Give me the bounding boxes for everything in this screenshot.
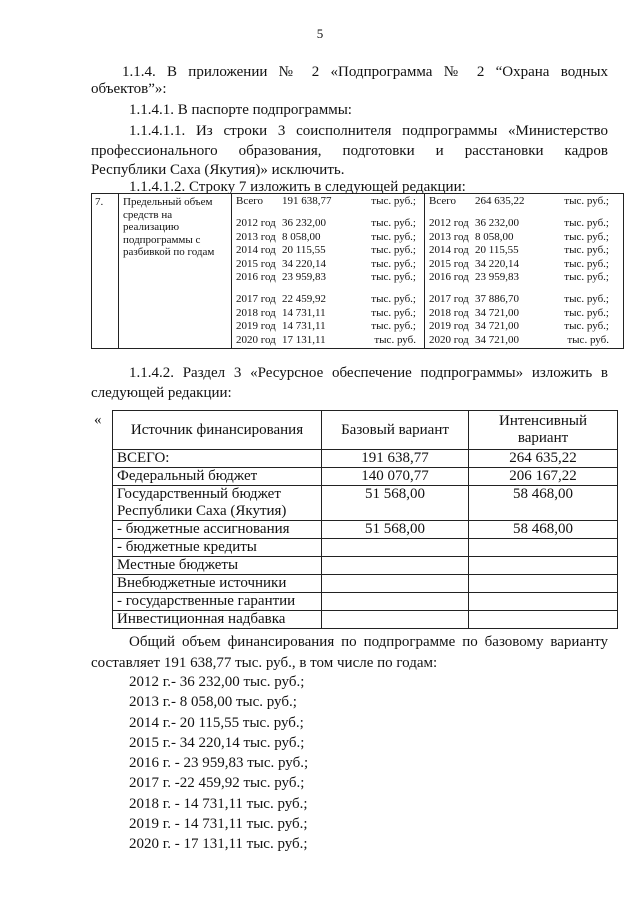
row-number: 7. xyxy=(92,194,119,349)
base-unit: тыс. руб.; xyxy=(371,306,416,319)
base-year-row xyxy=(236,195,420,208)
base-year: 2012 год xyxy=(236,217,276,230)
intensive-variant-cell xyxy=(425,194,624,349)
intensive-unit: тыс. руб.; xyxy=(564,195,609,207)
intensive-year-row xyxy=(429,217,619,230)
source-cell: Местные бюджеты xyxy=(113,557,322,575)
source-cell: Государственный бюджет Республики Саха (Якутия) xyxy=(113,486,322,521)
source-cell: - бюджетные ассигнования xyxy=(113,521,322,539)
base-year: 2017 год xyxy=(236,293,276,306)
intensive-year: 2018 год xyxy=(429,306,469,319)
year-funding-line: 2015 г.- 34 220,14 тыс. руб.; xyxy=(129,734,305,751)
resource-row xyxy=(113,539,618,557)
p5-line1-text: 1.1.4.2. Раздел 3 «Ресурсное обеспечение подпрограммы» изложить в xyxy=(129,365,608,381)
year-funding-line: 2019 г. - 14 731,11 тыс. руб.; xyxy=(129,816,308,833)
base-value: 191 638,77 xyxy=(282,195,332,207)
paragraph-6-line-1 xyxy=(129,633,608,651)
intensive-unit: тыс. руб.; xyxy=(564,217,609,230)
intensive-cell: 58 468,00 xyxy=(469,521,618,539)
base-cell: 51 568,00 xyxy=(322,486,469,521)
base-value: 14 731,11 xyxy=(282,320,326,333)
year-funding-line: 2014 г.- 20 115,55 тыс. руб.; xyxy=(129,714,304,731)
intensive-year: 2016 год xyxy=(429,270,469,283)
intensive-year: 2019 год xyxy=(429,320,469,333)
year-funding-line: 2018 г. - 14 731,11 тыс. руб.; xyxy=(129,795,308,812)
base-value: 14 731,11 xyxy=(282,306,326,319)
opening-quote: « xyxy=(94,412,102,428)
intensive-cell xyxy=(469,539,618,557)
base-unit: тыс. руб.; xyxy=(371,293,416,306)
base-value: 17 131,11 xyxy=(282,333,326,346)
intensive-unit: тыс. руб.; xyxy=(564,306,609,319)
base-year: 2014 год xyxy=(236,244,276,257)
page-number: 5 xyxy=(316,26,324,41)
base-cell: 51 568,00 xyxy=(322,521,469,539)
base-year: Всего xyxy=(236,195,263,207)
intensive-year: 2012 год xyxy=(429,217,469,230)
paragraph-1-line-1 xyxy=(122,63,608,81)
intensive-cell xyxy=(469,593,618,611)
base-year: 2020 год xyxy=(236,333,276,346)
paragraph-3-line-2 xyxy=(91,142,608,160)
base-year-row xyxy=(236,334,420,347)
intensive-unit: тыс. руб.; xyxy=(564,270,609,283)
p3-line1-text: 1.1.4.1.1. Из строки 3 соисполнителя подпрограммы «Министерство xyxy=(129,123,608,139)
base-value: 36 232,00 xyxy=(282,217,326,230)
base-cell xyxy=(322,557,469,575)
intensive-cell xyxy=(469,611,618,629)
base-variant-cell xyxy=(232,194,425,349)
intensive-value: 37 886,70 xyxy=(475,293,519,306)
intensive-year-row xyxy=(429,271,619,284)
base-unit: тыс. руб.; xyxy=(371,270,416,283)
year-funding-line: 2020 г. - 17 131,11 тыс. руб.; xyxy=(129,836,308,853)
base-year-row xyxy=(236,271,420,284)
intensive-year-row xyxy=(429,195,619,208)
intensive-cell: 264 635,22 xyxy=(469,450,618,468)
intensive-value: 20 115,55 xyxy=(475,244,519,257)
intensive-unit: тыс. руб.; xyxy=(564,320,609,333)
source-cell: Инвестиционная надбавка xyxy=(113,611,322,629)
intensive-value: 8 058,00 xyxy=(475,230,514,243)
intensive-year-row xyxy=(429,231,619,244)
base-year: 2016 год xyxy=(236,270,276,283)
paragraph-5-line-2: следующей редакции: xyxy=(91,385,232,401)
base-cell: 140 070,77 xyxy=(322,468,469,486)
intensive-unit: тыс. руб. xyxy=(567,333,609,346)
paragraph-2: 1.1.4.1. В паспорте подпрограммы: xyxy=(129,102,352,118)
p6-line1-text: Общий объем финансирования по подпрограмме по базовому варианту xyxy=(129,634,608,650)
intensive-cell xyxy=(469,575,618,593)
resource-row xyxy=(113,486,618,521)
intensive-value: 34 721,00 xyxy=(475,333,519,346)
base-year: 2019 год xyxy=(236,320,276,333)
resource-table xyxy=(112,410,618,629)
intensive-year-row xyxy=(429,258,619,271)
intensive-unit: тыс. руб.; xyxy=(564,257,609,270)
intensive-year-row xyxy=(429,334,619,347)
intensive-year: 2013 год xyxy=(429,230,469,243)
header-intensive: Интенсивный вариант xyxy=(469,411,618,450)
intensive-value: 34 721,00 xyxy=(475,306,519,319)
base-value: 22 459,92 xyxy=(282,293,326,306)
intensive-year: 2014 год xyxy=(429,244,469,257)
paragraph-1-line-2: объектов”»: xyxy=(91,81,167,97)
resource-row xyxy=(113,611,618,629)
year-funding-line: 2017 г. -22 459,92 тыс. руб.; xyxy=(129,775,305,792)
base-unit: тыс. руб.; xyxy=(371,217,416,230)
base-year-row xyxy=(236,244,420,257)
intensive-value: 23 959,83 xyxy=(475,270,519,283)
base-value: 23 959,83 xyxy=(282,270,326,283)
year-funding-line: 2016 г. - 23 959,83 тыс. руб.; xyxy=(129,755,309,772)
intensive-year: 2017 год xyxy=(429,293,469,306)
header-source: Источник финансирования xyxy=(113,411,322,450)
paragraph-5-line-1 xyxy=(129,364,608,382)
paragraph-3-line-1 xyxy=(129,122,608,140)
base-year-row xyxy=(236,320,420,333)
base-year: 2013 год xyxy=(236,230,276,243)
base-unit: тыс. руб.; xyxy=(371,320,416,333)
intensive-year-row xyxy=(429,320,619,333)
base-unit: тыс. руб.; xyxy=(371,195,416,207)
base-unit: тыс. руб.; xyxy=(371,257,416,270)
intensive-year-row xyxy=(429,293,619,306)
intensive-year-row xyxy=(429,244,619,257)
base-cell xyxy=(322,611,469,629)
base-year: 2018 год xyxy=(236,306,276,319)
base-unit: тыс. руб.; xyxy=(371,244,416,257)
base-year-row xyxy=(236,217,420,230)
row-label: Предельный объем средств на реализацию подпрограммы с разбивкой по годам xyxy=(119,194,232,349)
intensive-value: 34 721,00 xyxy=(475,320,519,333)
resource-header-row xyxy=(113,411,618,450)
p3-line2-text: профессионального образования, подготовки и расстановки кадров xyxy=(91,143,608,159)
base-year: 2015 год xyxy=(236,257,276,270)
source-cell: - бюджетные кредиты xyxy=(113,539,322,557)
intensive-unit: тыс. руб.; xyxy=(564,293,609,306)
base-year-row xyxy=(236,293,420,306)
base-year-row xyxy=(236,307,420,320)
intensive-unit: тыс. руб.; xyxy=(564,244,609,257)
base-cell xyxy=(322,593,469,611)
passport-table xyxy=(91,193,624,349)
resource-row xyxy=(113,575,618,593)
intensive-year: 2020 год xyxy=(429,333,469,346)
intensive-cell xyxy=(469,557,618,575)
base-value: 20 115,55 xyxy=(282,244,326,257)
source-cell: - государственные гарантии xyxy=(113,593,322,611)
base-cell: 191 638,77 xyxy=(322,450,469,468)
base-cell xyxy=(322,539,469,557)
intensive-unit: тыс. руб.; xyxy=(564,230,609,243)
p1-line1-text: 1.1.4. В приложении № 2 «Подпрограмма № 2 “Охрана водных xyxy=(122,64,608,80)
base-year-row xyxy=(236,231,420,244)
paragraph-3-line-3: Республики Саха (Якутия)» исключить. xyxy=(91,162,345,178)
base-unit: тыс. руб.; xyxy=(371,230,416,243)
intensive-year: 2015 год xyxy=(429,257,469,270)
year-funding-line: 2013 г.- 8 058,00 тыс. руб.; xyxy=(129,694,297,711)
intensive-cell: 58 468,00 xyxy=(469,486,618,521)
years-list xyxy=(129,672,308,855)
intensive-value: 264 635,22 xyxy=(475,195,525,207)
intensive-cell: 206 167,22 xyxy=(469,468,618,486)
intensive-value: 36 232,00 xyxy=(475,217,519,230)
year-funding-line: 2012 г.- 36 232,00 тыс. руб.; xyxy=(129,674,305,690)
source-cell: ВСЕГО: xyxy=(113,450,322,468)
resource-row xyxy=(113,468,618,486)
paragraph-6-line-2: составляет 191 638,77 тыс. руб., в том числе по годам: xyxy=(91,655,438,671)
resource-row xyxy=(113,593,618,611)
base-year-row xyxy=(236,258,420,271)
base-value: 8 058,00 xyxy=(282,230,321,243)
resource-row xyxy=(113,450,618,468)
base-value: 34 220,14 xyxy=(282,257,326,270)
intensive-year: Всего xyxy=(429,195,456,207)
header-base: Базовый вариант xyxy=(322,411,469,450)
source-cell: Федеральный бюджет xyxy=(113,468,322,486)
intensive-value: 34 220,14 xyxy=(475,257,519,270)
source-cell: Внебюджетные источники xyxy=(113,575,322,593)
resource-row xyxy=(113,521,618,539)
base-cell xyxy=(322,575,469,593)
paragraph-4: 1.1.4.1.2. Строку 7 изложить в следующей редакции: xyxy=(129,179,466,195)
intensive-year-row xyxy=(429,307,619,320)
resource-row xyxy=(113,557,618,575)
base-unit: тыс. руб. xyxy=(374,333,416,346)
passport-row-7 xyxy=(92,194,624,349)
